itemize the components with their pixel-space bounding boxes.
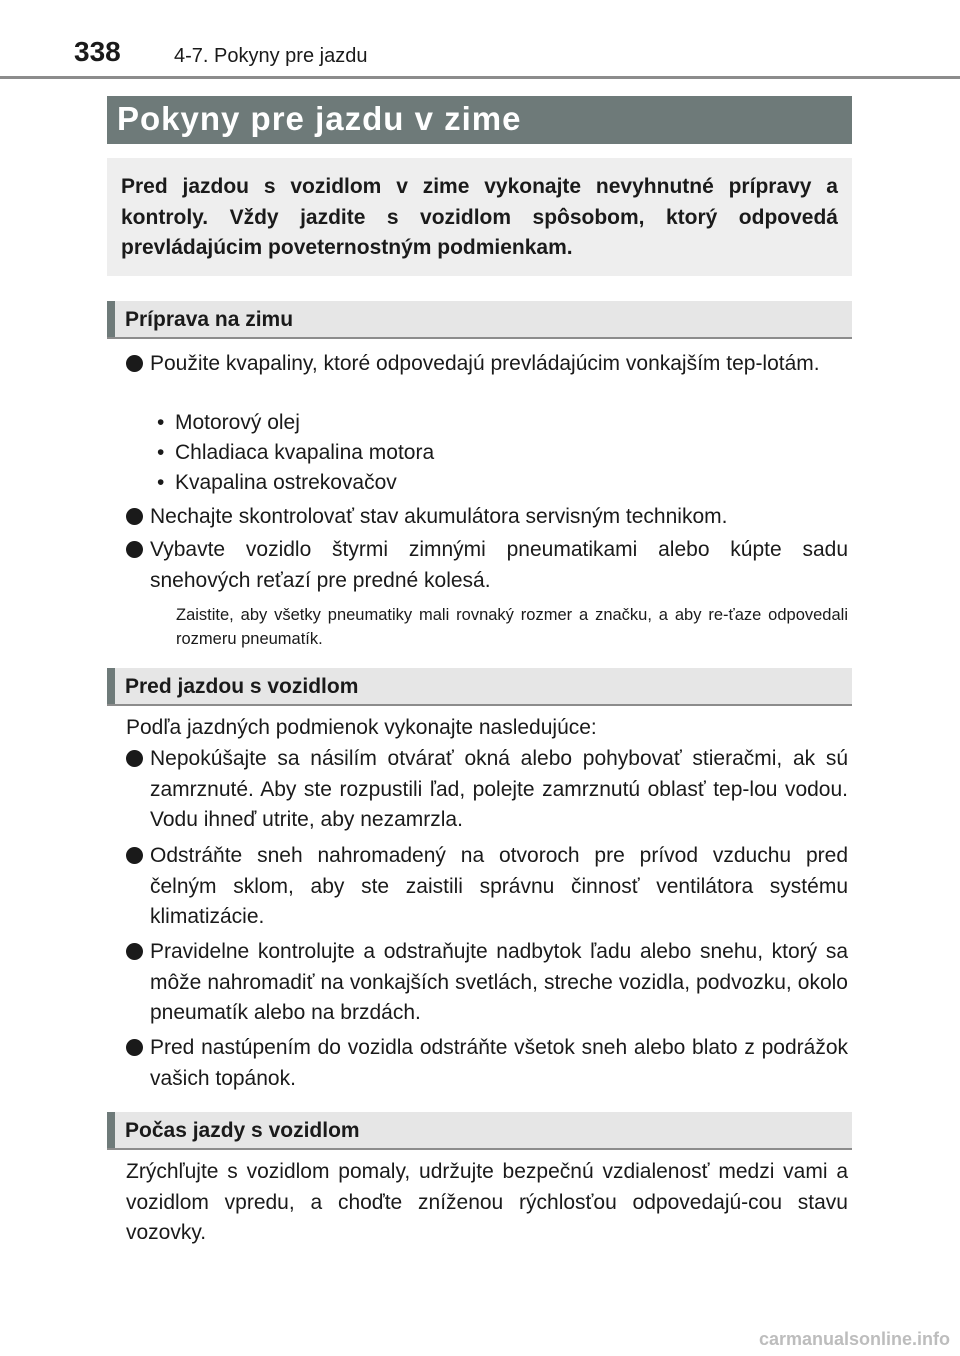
bullet-dot-icon (126, 1039, 143, 1056)
list-item-text: Pred nastúpením do vozidla odstráňte všetok sneh alebo blato z podrážok vašich topánok. (150, 1036, 848, 1090)
note-text: Zaistite, aby všetky pneumatiky mali rovnaký rozmer a značku, a aby re-ťaze odpovedali rozmeru pneumatík. (176, 606, 848, 648)
list-item-text: Vybavte vozidlo štyrmi zimnými pneumatikami alebo kúpte sadu snehových reťazí pre predné kolesá. (150, 538, 848, 592)
body-text: Zrýchľujte s vozidlom pomaly, udržujte bezpečnú vzdialenosť medzi vami a vozidlom vpredu, a choďte zníženou rýchlosťou odpovedajú-cou stavu vozovky. (126, 1160, 848, 1244)
section-title: 4-7. Pokyny pre jazdu (174, 45, 368, 67)
subheading-pocas-jazdy (107, 1112, 852, 1150)
list-item-text: Pravidelne kontrolujte a odstraňujte nadbytok ľadu alebo snehu, ktorý sa môže nahromadiť na vonkajších svetlách, streche vozidla, podvozku, okolo pneumatík alebo na brzdách. (150, 940, 848, 1024)
page-title-bar (107, 96, 852, 144)
list-item-text: Nepokúšajte sa násilím otvárať okná alebo pohybovať stieračmi, ak sú zamrznuté. Aby ste rozpustili ľad, polejte zamrznutú oblasť tep-lou vodou. Vodu ihneď utrite, aby nezamrzla. (150, 747, 848, 831)
header-rule (0, 76, 960, 79)
bullet-dot-icon (126, 355, 143, 372)
subheading-priprava (107, 301, 852, 339)
list-item-text: Použite kvapaliny, ktoré odpovedajú prevládajúcim vonkajším tep-lotám. (150, 352, 820, 375)
subheading-label: Pred jazdou s vozidlom (125, 675, 359, 698)
page-number: 338 (74, 36, 121, 67)
sub-list-item: • Chladiaca kvapalina motora (157, 438, 434, 468)
bullet-dot-icon (126, 541, 143, 558)
bullet-dot-icon (126, 750, 143, 767)
footer-watermark[interactable]: carmanualsonline.info (758, 1329, 950, 1349)
subheading-pred-jazdou (107, 668, 852, 706)
subheading-label: Počas jazdy s vozidlom (125, 1119, 360, 1142)
sub-bullet-icon: • (157, 441, 165, 464)
sub-list-item: • Motorový olej (157, 408, 300, 438)
subheading-label: Príprava na zimu (125, 308, 294, 331)
sub-bullet-icon: • (157, 411, 165, 434)
sub-bullet-icon: • (157, 471, 165, 494)
lead-text: Podľa jazdných podmienok vykonajte nasledujúce: (126, 716, 597, 739)
page-title: Pokyny pre jazdu v zime (117, 100, 522, 137)
list-item-text: Odstráňte sneh nahromadený na otvoroch pre prívod vzduchu pred čelným sklom, aby ste zaistili správnu činnosť ventilátora systému klimatizácie. (150, 844, 848, 928)
bullet-dot-icon (126, 508, 143, 525)
intro-box (107, 158, 852, 276)
page-header (0, 0, 960, 80)
list-item-text: Nechajte skontrolovať stav akumulátora servisným technikom. (150, 505, 728, 528)
sub-list-item: • Kvapalina ostrekovačov (157, 468, 397, 498)
bullet-dot-icon (126, 847, 143, 864)
intro-text: Pred jazdou s vozidlom v zime vykonajte nevyhnutné prípravy a kontroly. Vždy jazdite s vozidlom spôsobom, ktorý odpovedá prevládajúcim poveternostným podmienkam. (121, 175, 838, 259)
bullet-dot-icon (126, 943, 143, 960)
